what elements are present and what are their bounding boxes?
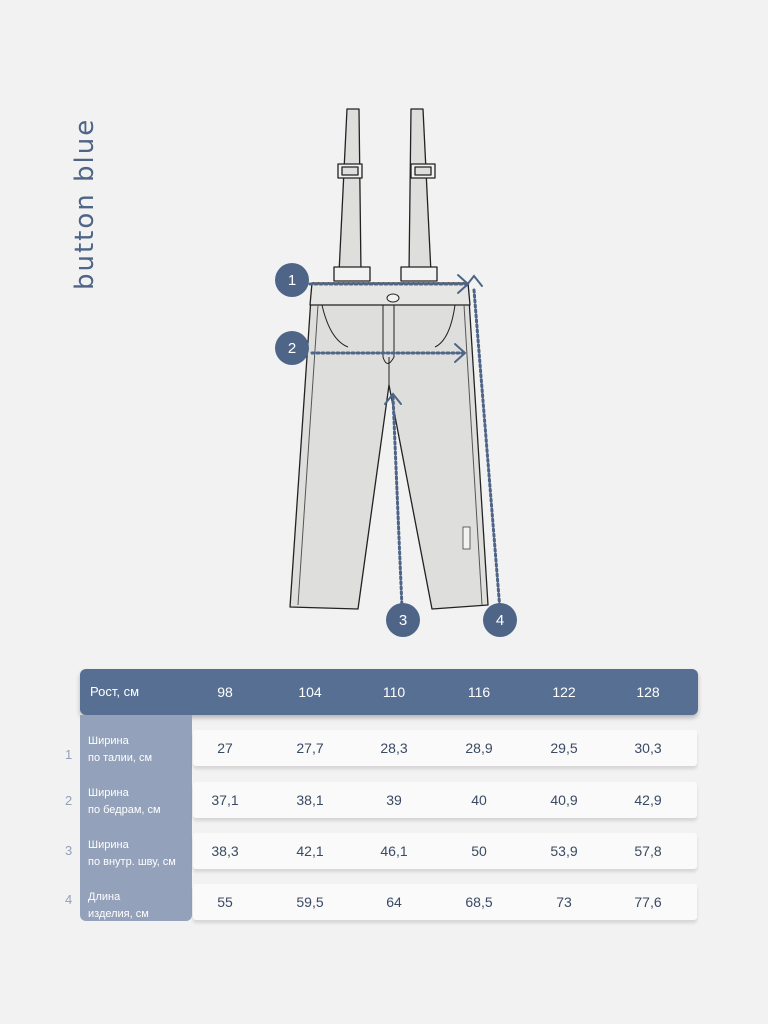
table-cell: 27: [217, 740, 233, 756]
size-header: 104: [298, 684, 322, 700]
row-label: [88, 837, 176, 871]
table-header: [80, 669, 698, 715]
row-label: [88, 733, 152, 767]
table-cell: 40,9: [550, 792, 578, 808]
table-cell: 28,9: [465, 740, 493, 756]
table-cell: 42,1: [296, 843, 324, 859]
row-number: 4: [65, 892, 73, 907]
size-header: 128: [636, 684, 660, 700]
size-header: 122: [552, 684, 576, 700]
row-label: [88, 889, 149, 923]
row-label: [88, 785, 161, 819]
row-label-line: изделия, см: [88, 908, 149, 920]
table-cell: 64: [386, 894, 402, 910]
marker-4-badge: 4: [483, 603, 517, 637]
table-row-inseam: [193, 833, 697, 869]
pants-illustration: [250, 95, 540, 645]
table-row-length: [193, 884, 697, 920]
row-label-line: Ширина: [88, 735, 129, 747]
table-cell: 59,5: [296, 894, 324, 910]
table-cell: 68,5: [465, 894, 493, 910]
table-cell: 73: [556, 894, 572, 910]
row-label-line: Ширина: [88, 839, 129, 851]
row-number: 1: [65, 747, 73, 762]
table-cell: 39: [386, 792, 402, 808]
table-cell: 38,1: [296, 792, 324, 808]
table-cell: 38,3: [211, 843, 239, 859]
row-number: 2: [65, 793, 73, 808]
row-number: 3: [65, 843, 73, 858]
row-labels-panel: [80, 715, 192, 921]
table-cell: 28,3: [380, 740, 408, 756]
table-cell: 53,9: [550, 843, 578, 859]
table-cell: 29,5: [550, 740, 578, 756]
row-label-line: по бедрам, см: [88, 804, 161, 816]
row-label-line: по внутр. шву, см: [88, 856, 176, 868]
size-header: 110: [382, 684, 406, 700]
size-header: 98: [217, 684, 233, 700]
brand-logo: button blue: [70, 117, 100, 290]
marker-3-badge: 3: [386, 603, 420, 637]
table-cell: 50: [471, 843, 487, 859]
table-cell: 46,1: [380, 843, 408, 859]
marker-2-badge: 2: [275, 331, 309, 365]
marker-1-badge: 1: [275, 263, 309, 297]
row-label-line: Ширина: [88, 787, 129, 799]
garment-label-tag: [463, 527, 470, 549]
table-cell: 27,7: [296, 740, 324, 756]
table-row-waist: [193, 730, 697, 766]
height-header-label: Рост, см: [90, 684, 140, 699]
row-label-line: по талии, см: [88, 752, 153, 764]
table-cell: 77,6: [634, 894, 662, 910]
table-cell: 57,8: [634, 843, 662, 859]
table-row-hips: [193, 782, 697, 818]
table-cell: 42,9: [634, 792, 662, 808]
table-cell: 55: [217, 894, 233, 910]
row-label-line: Длина: [88, 891, 121, 903]
size-header: 116: [467, 684, 491, 700]
table-cell: 37,1: [211, 792, 239, 808]
table-cell: 40: [471, 792, 487, 808]
pants-drawing: [250, 95, 540, 645]
table-cell: 30,3: [634, 740, 662, 756]
